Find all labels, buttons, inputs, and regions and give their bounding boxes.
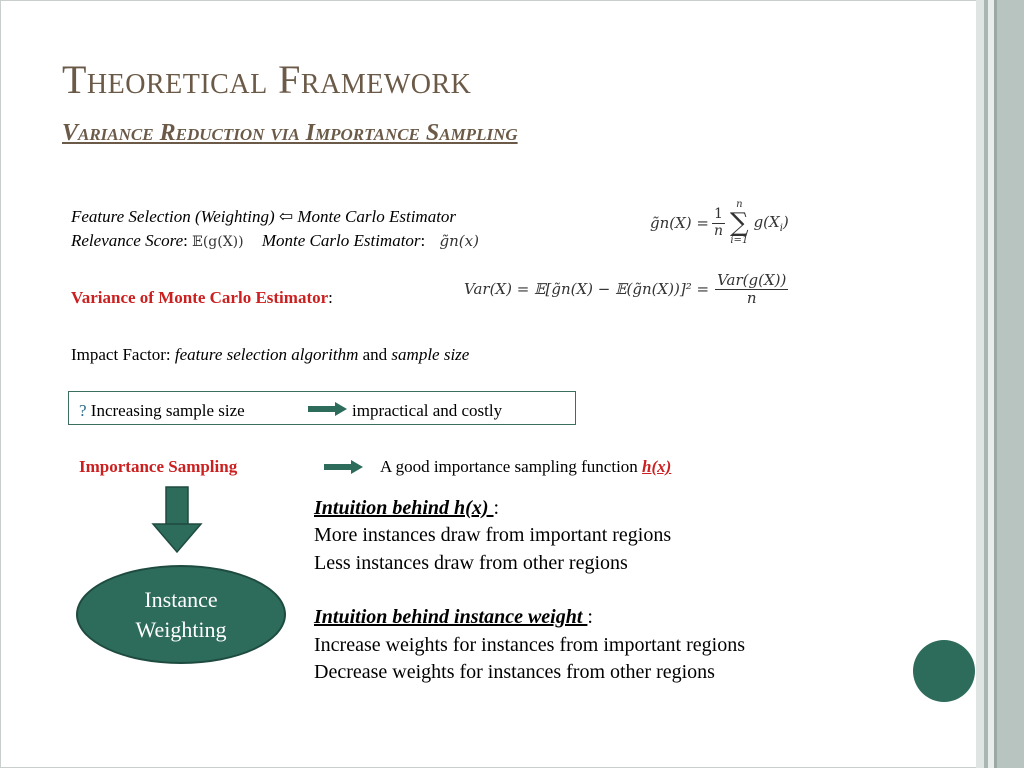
estimator-lhs: g̃n(X) = xyxy=(650,214,709,232)
variance-fraction xyxy=(715,272,788,306)
sum-body-text: g(X xyxy=(753,212,780,231)
decorative-circle xyxy=(913,640,975,702)
question-right-text: impractical and costly xyxy=(352,401,503,420)
down-arrow-icon xyxy=(151,486,203,554)
sum-upper-limit: n xyxy=(736,199,743,210)
estimator-formula xyxy=(650,200,789,246)
intuition-hx-heading-line xyxy=(314,497,499,520)
sum-body: $g(X_i)$ xyxy=(753,212,789,234)
fraction-one-over-n xyxy=(712,207,725,239)
ellipse-line-2: Weighting xyxy=(135,616,227,642)
variance-expression: Var(X) = 𝔼[g̃n(X) − 𝔼(g̃n(X))]² = xyxy=(464,280,710,298)
slide-title: Theoretical Framework xyxy=(62,57,472,102)
intuition-hx-line: Less instances draw from other regions xyxy=(314,552,628,574)
variance-denominator: n xyxy=(746,288,757,307)
mc-estimator-label: Monte Carlo Estimator xyxy=(261,231,421,250)
right-stripe xyxy=(976,0,984,768)
intuition-weight-colon: : xyxy=(587,606,593,628)
mc-symbol: g̃n(x) xyxy=(439,232,479,250)
intuition-weight-line: Decrease weights for instances from other regions xyxy=(314,661,715,683)
fraction-denominator: n xyxy=(713,222,724,239)
intuition-hx-colon: : xyxy=(493,497,500,519)
relevance-colon: : xyxy=(183,231,188,250)
question-box-content xyxy=(79,401,245,421)
impact-factor-sample-size: sample size xyxy=(391,345,470,364)
feature-selection-line: Feature Selection (Weighting) ⇦ Monte Carlo Estimator xyxy=(71,207,457,226)
question-mark: ? xyxy=(79,401,87,420)
variance-formula xyxy=(464,272,788,306)
importance-sampling-label: Importance Sampling xyxy=(79,457,238,476)
summation-symbol xyxy=(730,200,749,246)
right-arrow-icon xyxy=(324,459,364,475)
variance-label: Variance of Monte Carlo Estimator xyxy=(71,288,329,307)
importance-text: A good importance sampling function xyxy=(380,457,643,476)
sigma-icon: ∑ xyxy=(730,208,749,238)
variance-colon: : xyxy=(328,288,333,307)
question-left-text: Increasing sample size xyxy=(90,401,245,420)
intuition-hx-heading: Intuition behind h(x) xyxy=(314,497,494,519)
impact-prefix: Impact Factor: xyxy=(71,345,175,364)
right-stripe xyxy=(997,0,1024,768)
mc-colon: : xyxy=(420,231,426,250)
fraction-numerator: 1 xyxy=(714,206,723,223)
variance-numerator: Var(g(X)) xyxy=(717,271,787,289)
relevance-expression: 𝔼(g(X)) xyxy=(192,234,244,250)
impact-factor-algorithm: feature selection algorithm xyxy=(174,345,359,364)
intuition-hx-line: More instances draw from important regions xyxy=(314,524,672,546)
sum-body-index: i xyxy=(779,222,783,234)
importance-function: h(x) xyxy=(642,457,672,476)
importance-sampling-text xyxy=(380,457,671,477)
instance-weighting-ellipse xyxy=(76,565,286,664)
ellipse-line-1: Instance xyxy=(144,586,218,612)
sum-lower-limit: i=1 xyxy=(730,235,749,246)
variance-line xyxy=(71,288,333,308)
slide-subtitle: Variance Reduction via Importance Sampling xyxy=(62,120,518,146)
impact-factor-line xyxy=(71,345,469,365)
intuition-weight-heading: Intuition behind instance weight xyxy=(314,606,588,628)
intuition-weight-line: Increase weights for instances from important regions xyxy=(314,634,745,656)
intuition-weight-heading-line xyxy=(314,606,593,629)
relevance-score-line xyxy=(71,231,479,251)
relevance-label: Relevance Score xyxy=(71,231,184,250)
impact-conjunction: and xyxy=(358,345,392,364)
right-arrow-icon xyxy=(308,401,348,417)
